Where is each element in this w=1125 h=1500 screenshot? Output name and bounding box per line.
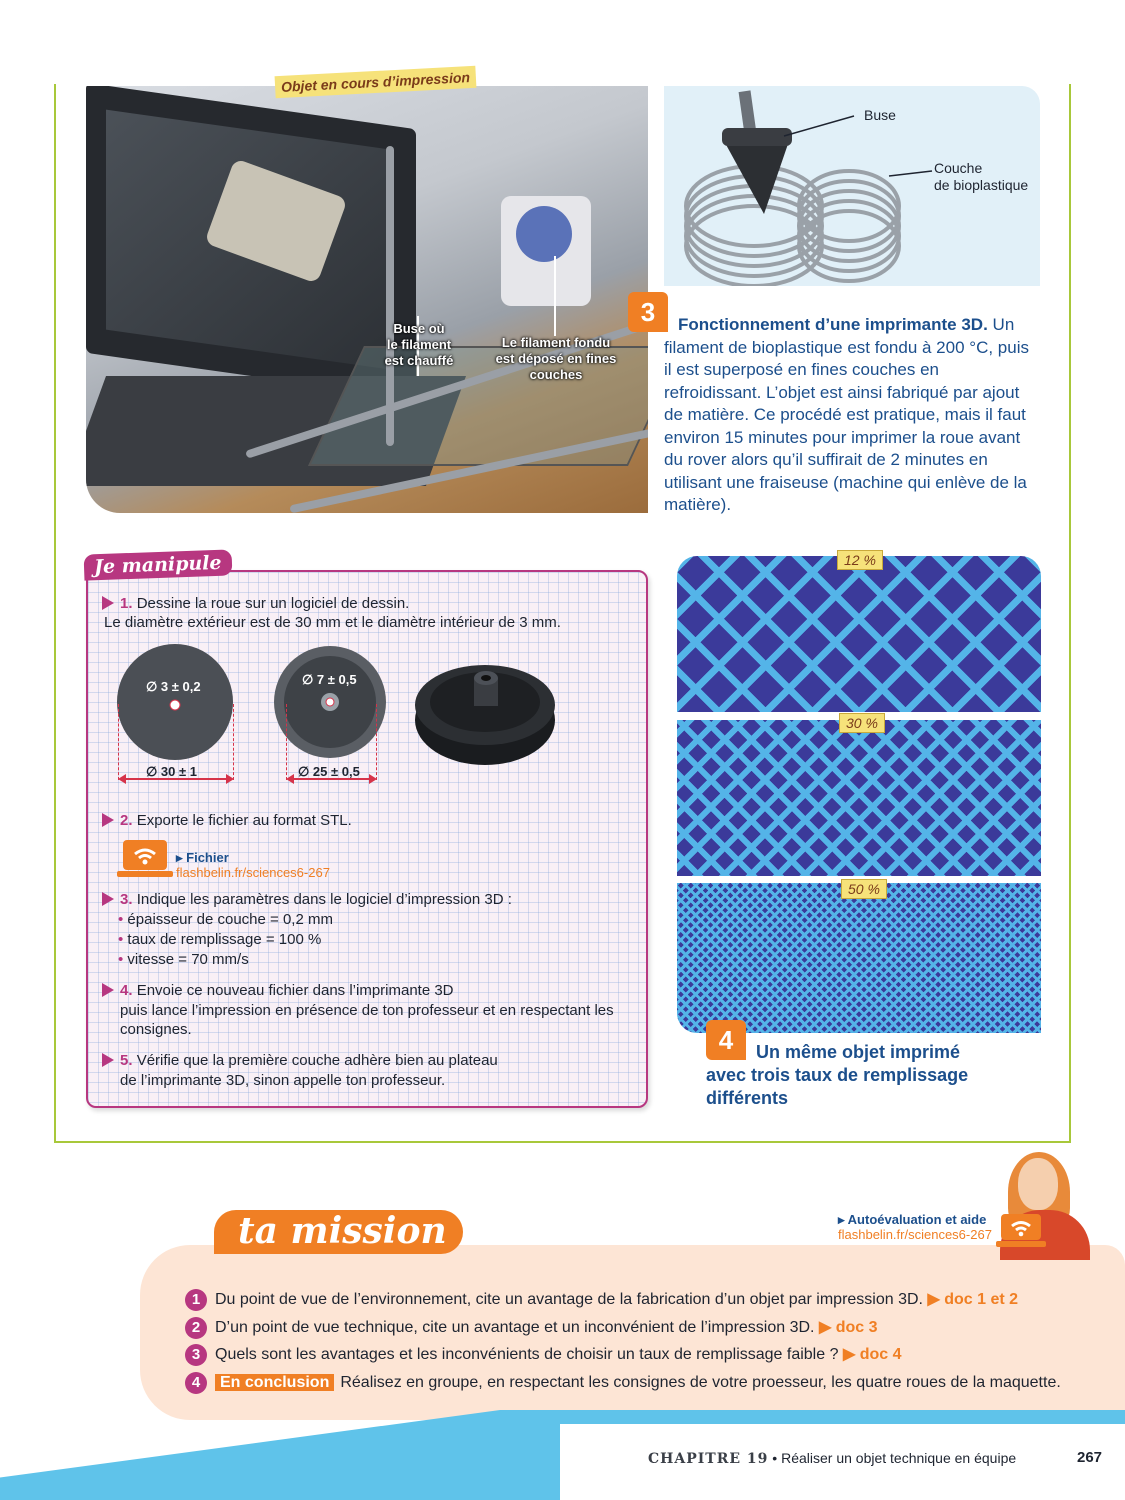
step-2 [102, 811, 352, 831]
infill-30-label: 30 % [839, 713, 885, 733]
question-text: Du point de vue de l’environnement, cite un avantage de la fabrication d’un objet par impression 3D. [215, 1291, 923, 1308]
step-1-number: 1. [120, 595, 133, 612]
dimension-guide [118, 704, 119, 780]
diagram-label-buse: Buse [864, 107, 896, 123]
mission-question [185, 1344, 901, 1366]
nozzle-diagram [664, 86, 1040, 286]
question-number: 3 [185, 1344, 207, 1366]
doc4-caption-line3: différents [706, 1088, 789, 1108]
doc4-number: 4 [706, 1020, 746, 1060]
photo-tag: Objet en cours d’impression [275, 66, 477, 98]
param-text: épaisseur de couche = 0,2 mm [127, 911, 333, 928]
manipulation-title: Je manipule [84, 549, 232, 580]
step-4 [102, 981, 454, 1001]
dimension-guide [376, 704, 377, 780]
triangle-bullet-icon [102, 983, 114, 997]
step-2-text: Exporte le fichier au format STL. [136, 812, 352, 829]
help-link-title[interactable]: ▸ Autoévaluation et aide [838, 1212, 987, 1227]
laptop-wifi-icon[interactable] [117, 838, 173, 880]
conclusion-badge: En conclusion [215, 1374, 334, 1391]
mission-question [185, 1289, 1018, 1311]
chapter-label: CHAPITRE 19 [648, 1451, 769, 1467]
step-4-line3: consignes. [120, 1021, 192, 1038]
doc4-caption-line1: Un même objet imprimé [756, 1042, 961, 1062]
param-item [118, 950, 249, 970]
chapter-title: Réaliser un objet technique en équipe [781, 1450, 1017, 1466]
help-link[interactable] [838, 1212, 992, 1242]
param-item [118, 910, 333, 930]
chapter-line [648, 1450, 1016, 1467]
step-4-line2: puis lance l’impression en présence de ton professeur et en respectant les [120, 1002, 614, 1019]
doc3-title: Fonctionnement d’une imprimante 3D. [678, 315, 988, 334]
mission-title: ta mission [214, 1210, 463, 1254]
infill-12-image [677, 556, 1041, 712]
doc3-text: Un filament de bioplastique est fondu à 200 °C, puis il est superposé en fines couches en refroidissant. L’objet est ainsi fabriqué par ajout de matière. Ce procédé est pratique, mais il faut environ 15 minutes pour imprimer la roue avant du rover alors qu’il suffirait de 2 minutes en utilisant une fraiseuse (machine qui enlève de la matière). [664, 315, 1029, 514]
question-text: Quels sont les avantages et les inconvénients de choisir un taux de remplissage faible ? [215, 1346, 839, 1363]
wheel2-inner-dimension: ∅ 7 ± 0,5 [302, 672, 357, 687]
doc4-caption [706, 1041, 968, 1110]
param-text: vitesse = 70 mm/s [127, 951, 249, 968]
doc3-caption [664, 314, 1039, 517]
dimension-guide [233, 704, 234, 780]
page-number: 267 [1077, 1449, 1103, 1466]
step-3-text: Indique les paramètres dans le logiciel d’impression 3D : [136, 891, 512, 908]
wheel1-inner-dimension: ∅ 3 ± 0,2 [146, 679, 201, 694]
arrow-right-icon [369, 774, 377, 784]
param-item [118, 930, 321, 950]
help-laptop-icon[interactable] [996, 1212, 1046, 1250]
question-number: 2 [185, 1317, 207, 1339]
step-4-text: Envoie ce nouveau fichier dans l’imprimante 3D [136, 982, 454, 999]
mission-question [185, 1372, 1061, 1394]
step-5-line2: de l’imprimante 3D, sinon appelle ton professeur. [120, 1072, 446, 1089]
motor-shape [516, 206, 572, 262]
arrow-left-icon [286, 774, 294, 784]
diagram-label-couche-2: de bioplastique [934, 177, 1029, 193]
triangle-bullet-icon [102, 1053, 114, 1067]
character-head [1018, 1158, 1058, 1210]
step-5-number: 5. [120, 1052, 133, 1069]
step-4-number: 4. [120, 982, 133, 999]
step-3 [102, 890, 512, 910]
doc4-caption-line2: avec trois taux de remplissage [706, 1065, 969, 1085]
triangle-bullet-icon [102, 596, 114, 610]
diagram-label-couche-1: Couche [934, 160, 983, 176]
dimension-guide [286, 704, 287, 780]
label-pin [554, 256, 556, 336]
step-1-line2: Le diamètre extérieur est de 30 mm et le diamètre intérieur de 3 mm. [104, 614, 561, 631]
param-text: taux de remplissage = 100 % [127, 931, 322, 948]
file-link-url[interactable]: flashbelin.fr/sciences6-267 [176, 865, 330, 880]
step-3-number: 3. [120, 891, 133, 908]
doc-reference-link[interactable]: ▶ doc 1 et 2 [927, 1291, 1019, 1308]
printer-photo [86, 86, 648, 513]
infill-30-image [677, 720, 1041, 876]
doc-reference-link[interactable]: ▶ doc 4 [842, 1346, 902, 1363]
label-buse: Buse où le filament est chauffé [384, 321, 454, 368]
step-2-number: 2. [120, 812, 133, 829]
question-number: 4 [185, 1372, 207, 1394]
question-text: D’un point de vue technique, cite un avantage et un inconvénient de l’impression 3D. [215, 1319, 815, 1336]
arrow-left-icon [118, 774, 126, 784]
wheel1-outer-dimension: ∅ 30 ± 1 [146, 764, 197, 779]
step-1 [102, 594, 409, 614]
triangle-bullet-icon [102, 813, 114, 827]
infill-50-label: 50 % [841, 879, 887, 899]
question-number: 1 [185, 1289, 207, 1311]
param-bullet: • [118, 911, 128, 928]
help-link-url[interactable]: flashbelin.fr/sciences6-267 [838, 1227, 992, 1242]
chapter-separator: • [772, 1450, 778, 1466]
file-link-title[interactable]: ▸ Fichier [176, 850, 229, 865]
file-link[interactable] [176, 850, 330, 880]
infill-50-image [677, 883, 1041, 1033]
question-text: Réalisez en groupe, en respectant les consignes de votre proesseur, les quatre roues de la maquette. [340, 1374, 1061, 1391]
label-filament: Le filament fondu est déposé en fines couches [495, 335, 617, 382]
mission-question [185, 1317, 878, 1339]
step-1-text: Dessine la roue sur un logiciel de dessin. [136, 595, 410, 612]
arrow-right-icon [226, 774, 234, 784]
step-5 [102, 1051, 498, 1071]
param-bullet: • [118, 951, 128, 968]
step-5-text: Vérifie que la première couche adhère bien au plateau [136, 1052, 498, 1069]
rod-shape [386, 146, 394, 446]
wheel2-outer-dimension: ∅ 25 ± 0,5 [298, 764, 360, 779]
param-bullet: • [118, 931, 128, 948]
doc-reference-link[interactable]: ▶ doc 3 [818, 1319, 878, 1336]
infill-12-label: 12 % [837, 550, 883, 570]
triangle-bullet-icon [102, 892, 114, 906]
doc3-number: 3 [628, 292, 668, 332]
